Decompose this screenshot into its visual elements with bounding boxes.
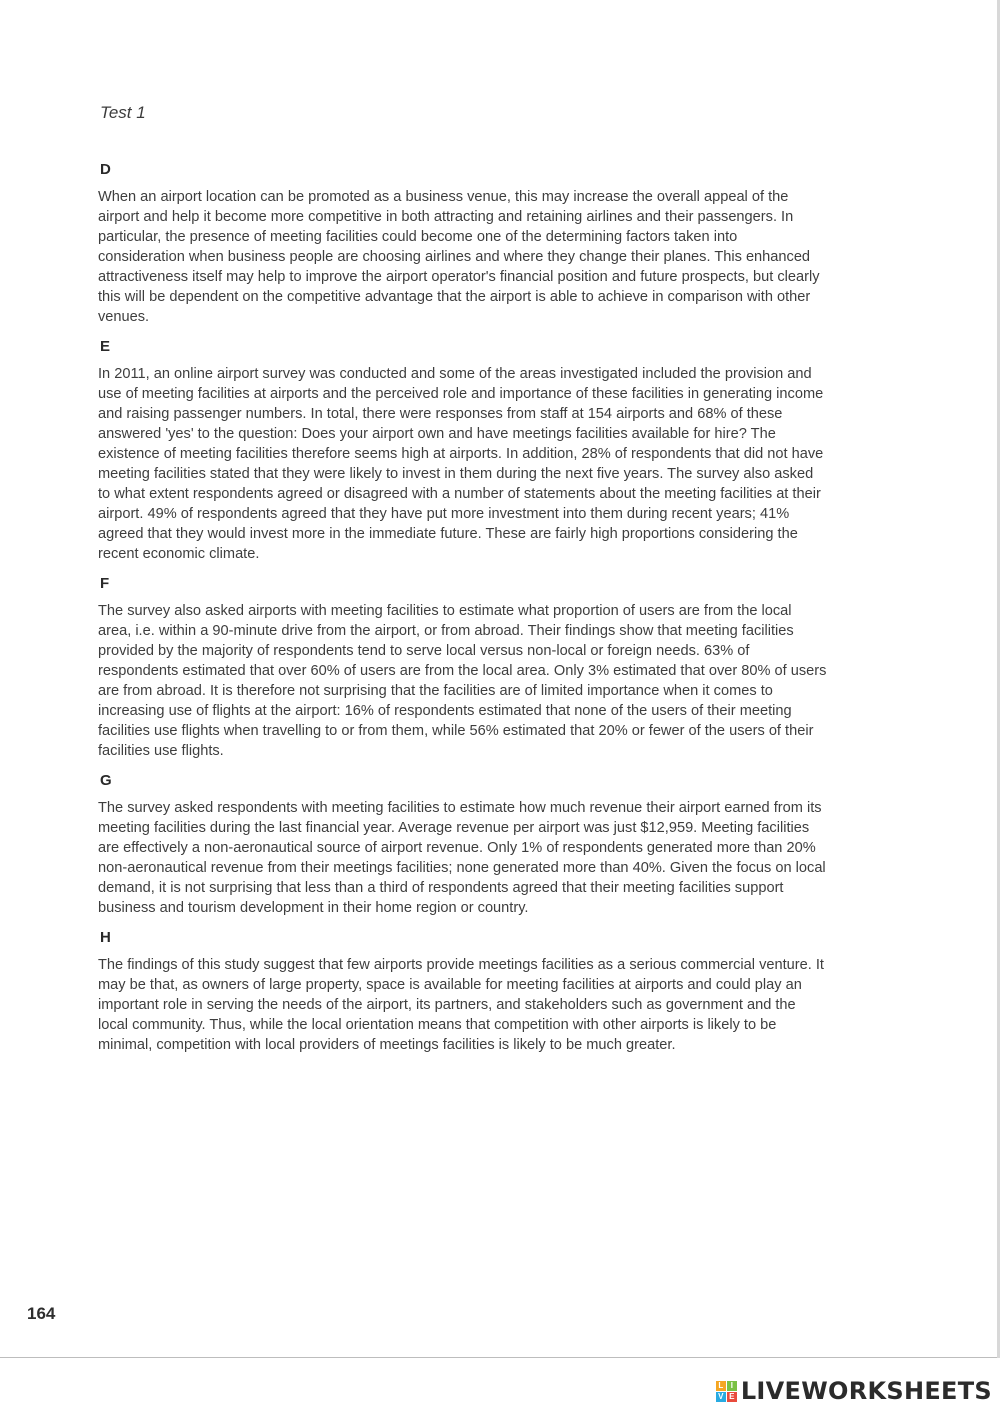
section-paragraph: The survey asked respondents with meeting facilities to estimate how much revenue their airport earned from its meeting facilities during the last financial year. Average revenue per airport was just $12,959. Meeting facilities are effectively a non-aeronautical source of airport revenue. Only 1% of respondents generated more than 20% non-aeronautical revenue from their meetings facilities; none generated more than 40%. Given the focus on local demand, it is not surprising that less than a third of respondents agreed that their meeting facilities support business and tourism development in their home region or country. bbox=[98, 800, 826, 916]
liveworksheets-logo-icon bbox=[716, 1381, 737, 1402]
liveworksheets-watermark bbox=[716, 1377, 992, 1405]
section-paragraph: The survey also asked airports with meeting facilities to estimate what proportion of users are from the local area, i.e. within a 90-minute drive from the airport, or from abroad. Their findings show that meeting facilities provided by the majority of respondents tend to serve local versus non-local or foreign needs. 63% of respondents estimated that over 60% of users are from the local area. Only 3% estimated that over 80% of users are from abroad. It is therefore not surprising that the facilities are of limited importance when it comes to increasing use of flights at the airport: 16% of respondents estimated that none of the users of their meeting facilities use flights when travelling to or from them, while 56% estimated that 20% or fewer of the users of their facilities use flights. bbox=[98, 603, 827, 759]
section-d bbox=[98, 160, 828, 327]
section-letter: H bbox=[100, 929, 111, 946]
bottom-divider bbox=[0, 1357, 1000, 1358]
watermark-text: LIVEWORKSHEETS bbox=[740, 1377, 992, 1405]
section-g bbox=[98, 771, 828, 918]
article-body bbox=[98, 160, 828, 1065]
page-number: 164 bbox=[27, 1304, 56, 1323]
section-letter: E bbox=[100, 338, 111, 355]
section-letter: G bbox=[100, 772, 112, 789]
page-header-title: Test 1 bbox=[100, 103, 146, 122]
section-paragraph: When an airport location can be promoted as a business venue, this may increase the overall appeal of the airport and help it become more competitive in both attracting and retaining airlines and their passengers. In particular, the presence of meeting facilities could become one of the determining factors taken into consideration when business people are choosing airlines and where they change their planes. This enhanced attractiveness itself may help to improve the airport operator's financial position and future prospects, but clearly this will be dependent on the competitive advantage that the airport is able to achieve in comparison with other venues. bbox=[98, 189, 820, 325]
section-e bbox=[98, 337, 828, 564]
section-paragraph: In 2011, an online airport survey was conducted and some of the areas investigated included the provision and use of meeting facilities at airports and the perceived role and importance of these facilities in generating income and raising passenger numbers. In total, there were responses from staff at 154 airports and 68% of these answered 'yes' to the question: Does your airport own and have meetings facilities available for hire? The existence of meeting facilities therefore seems high at airports. In addition, 28% of respondents that did not have meeting facilities stated that they were likely to invest in them during the next five years. The survey also asked to what extent respondents agreed or disagreed with a number of statements about the meeting facilities at their airport. 49% of respondents agreed that they have put more investment into them during recent years; 41% agreed that they would invest more in the immediate future. These are fairly high proportions considering the recent economic climate. bbox=[98, 366, 824, 562]
section-paragraph: The findings of this study suggest that few airports provide meetings facilities as a serious commercial venture. It may be that, as owners of large property, space is available for meeting facilities at airports and could play an important role in serving the needs of the airport, its partners, and stakeholders such as government and the local community. Thus, while the local orientation means that competition with other airports is likely to be minimal, competition with local providers of meetings facilities is likely to be much greater. bbox=[98, 957, 824, 1053]
logo-square: E bbox=[727, 1392, 737, 1402]
logo-square: L bbox=[716, 1381, 726, 1391]
section-h bbox=[98, 928, 828, 1055]
section-f bbox=[98, 574, 828, 761]
section-letter: D bbox=[100, 161, 111, 178]
section-letter: F bbox=[100, 575, 110, 592]
logo-square: I bbox=[727, 1381, 737, 1391]
logo-square: V bbox=[716, 1392, 726, 1402]
